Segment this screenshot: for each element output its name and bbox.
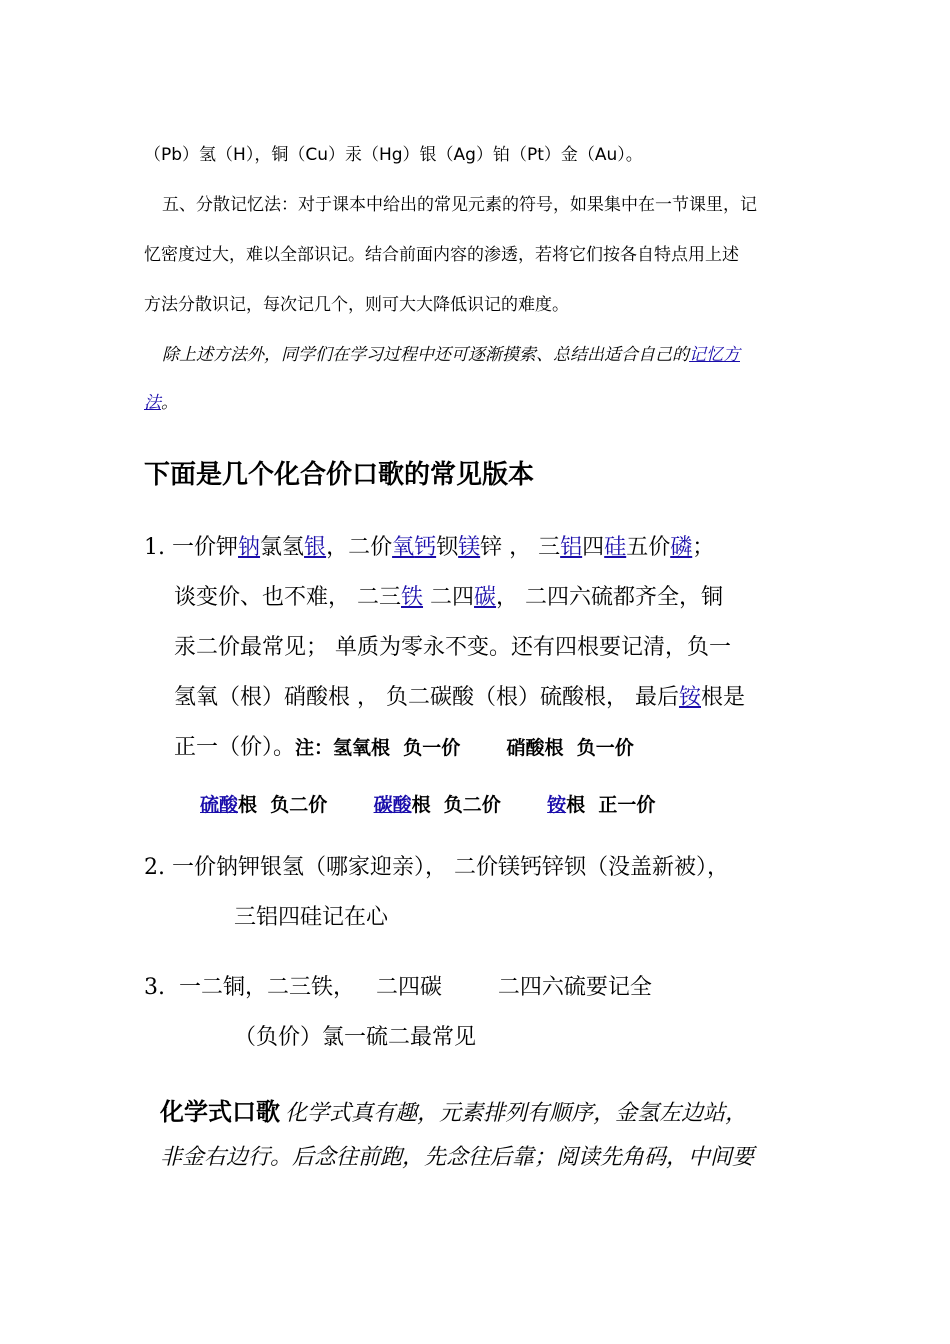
text-line-6	[144, 388, 178, 413]
verse2-text: 一价钠钾银氢（哪家迎亲）， 二价镁钙锌钡（没盖新被），	[172, 855, 729, 880]
verse1-text: 根是	[701, 685, 746, 710]
verse1-line-b	[174, 580, 723, 611]
verse1-note: 注：氢氧根 负一价 硝酸根 负一价	[295, 737, 634, 759]
text-line-2: 五、分散记忆法：对于课本中给出的常见元素的符号，如果集中在一节课里，记	[162, 195, 757, 215]
memory-method-link[interactable]: 记忆方	[689, 345, 740, 365]
text-line-5	[162, 340, 740, 365]
verse1-note: 根 负二价	[411, 794, 548, 816]
verse1-note-line-2	[200, 790, 655, 817]
link-phosphorus[interactable]: 磷	[670, 535, 693, 560]
link-sodium[interactable]: 钠	[238, 535, 261, 560]
verse1-text: 五价	[626, 535, 671, 560]
formula-title: 化学式口歌	[160, 1098, 280, 1126]
link-sulfuric-acid[interactable]: 硫酸	[200, 794, 239, 816]
formula-line-b: 非金右边行。后念往前跑，先念往后靠；阅读先角码，中间要	[160, 1145, 755, 1170]
text-line-4: 方法分散识记，每次记几个，则可大大降低识记的难度。	[144, 295, 569, 315]
link-calcium[interactable]: 钙	[414, 535, 437, 560]
verse1-text: 谈变价、也不难， 二三	[174, 585, 401, 610]
verse1-line-d	[174, 680, 745, 711]
verse1-line-c	[174, 630, 731, 661]
link-aluminium[interactable]: 铝	[560, 535, 583, 560]
verse1-line-a	[144, 530, 714, 561]
link-magnesium[interactable]: 镁	[458, 535, 481, 560]
text-line-6-tail: 。	[161, 393, 178, 413]
verse1-text: 一价钾	[172, 535, 239, 560]
formula-line-a	[160, 1092, 747, 1127]
verse1-note: 根 正一价	[566, 794, 656, 816]
verse3-line-b: （负价）氯一硫二最常见	[234, 1025, 477, 1050]
link-silver[interactable]: 银	[304, 535, 327, 560]
link-ammonium[interactable]: 铵	[678, 685, 701, 710]
verse3-line-a	[144, 970, 652, 1001]
link-carbonic-acid[interactable]: 碳酸	[373, 794, 412, 816]
link-oxygen[interactable]: 氧	[392, 535, 415, 560]
verse1-text: 汞二价最常见；	[174, 635, 335, 660]
verse1-text: 还有四根要记清，负一	[511, 635, 732, 660]
link-iron[interactable]: 铁	[401, 585, 424, 610]
link-carbon[interactable]: 碳	[474, 585, 497, 610]
text-line-3: 忆密度过大，难以全部识记。结合前面内容的渗透，若将它们按各自特点用上述	[144, 245, 739, 265]
formula-text: 化学式真有趣，元素排列有顺序，金氢左边站，	[285, 1101, 748, 1126]
section-heading: 下面是几个化合价口歌的常见版本	[144, 460, 535, 490]
verse1-text: ， 二四六硫都齐全，铜	[496, 585, 724, 610]
text-line-5-body: 除上述方法外，同学们在学习过程中还可逐渐摸索、总结出适合自己的	[162, 345, 689, 365]
verse1-text: ，二价	[326, 535, 393, 560]
verse3-text: 一二铜，二三铁， 二四碳 二四六硫要记全	[179, 975, 652, 1000]
verse1-text: 钡	[436, 535, 459, 560]
verse1-text: 锌 ， 三	[480, 535, 561, 560]
verse1-text: 氢氧（根）硝酸根 ， 负二碳酸（根）硫酸根， 最后	[174, 685, 679, 710]
link-silicon[interactable]: 硅	[604, 535, 627, 560]
verse1-text: 正一（价）。	[174, 735, 296, 760]
verse3-number: 3.	[144, 975, 165, 1000]
text-line-1: （Pb）氢（H），铜（Cu）汞（Hg）银（Ag）铂（Pt）金（Au）。	[144, 145, 643, 165]
link-ammonium-2[interactable]: 铵	[547, 794, 567, 816]
verse1-note: 根 负二价	[238, 794, 374, 816]
verse1-line-e	[174, 730, 634, 761]
verse2-line-a	[144, 850, 729, 881]
verse2-line-b: 三铝四硅记在心	[234, 905, 389, 930]
verse1-text: 氯氢	[260, 535, 305, 560]
verse2-number: 2.	[144, 855, 165, 880]
verse1-text: 四	[582, 535, 605, 560]
verse1-text: 二四	[423, 585, 475, 610]
memory-method-link-cont[interactable]: 法	[144, 393, 161, 413]
verse1-text: 单质为零永不变。	[335, 635, 512, 660]
verse1-number: 1.	[144, 535, 165, 560]
verse1-text: ；	[692, 535, 715, 560]
